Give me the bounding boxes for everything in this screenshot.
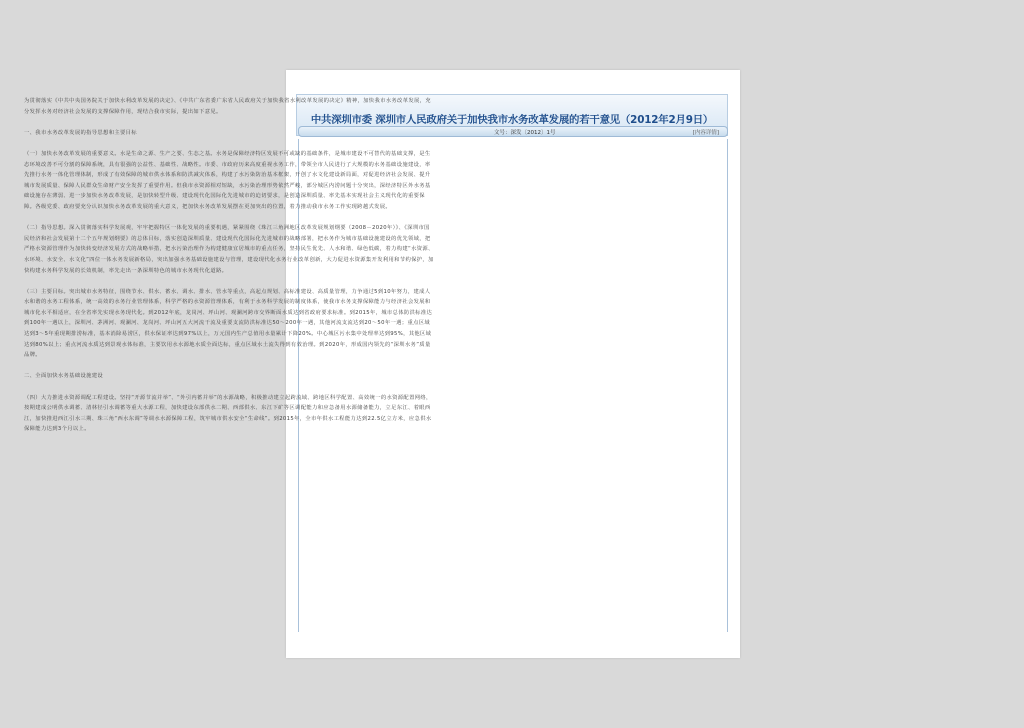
paragraph: （一）加快水务改革发展的重要意义。水是生命之源、生产之要、生态之基。水务是保障经济特区发展不可或缺的基础条件，是城市建设不可替代的基础支撑，是生态环境改善不可分割的保障系统，具有很强的公益性、基础性、战略性。市委、市政府历来高度重视水务工作，带领全市人民进行了大规模的水务基础设施建设，率先推行水务一体化管理体制，形成了有效保障的城市供水体系和防洪减灾体系，构建了水污染防治基本框架，开创了水文化建设新局面，对促进经济社会发展、提升城市发展质量、保障人民群众生命财产安全发挥了重要作用。但我市水资源相对短缺，水污染治理形势依然严峻，部分城区内涝问题十分突出，深经济特区外水务基础设施存在薄弱、进一步加快水务改革发展，是加快转型升级、建设现代化国际化先进城市的迫切要求，是创造深圳质量、率先基本实现社会主义现代化的重要保障。各级党委、政府要充分认识加快水务改革发展的重大意义，把加快水务改革发展摆在更加突出的位置，着力推动我市水务工作实现跨越式发展。 [24,150,431,210]
paragraph: （四）大力推进水资源调配工程建设。坚持“开源节流并举”、“外引内蓄并举”的水源战略，积极推动建立起跨流域、跨地区科学配置、高效统一的水资源配置网络，按期建成公明供水调蓄、清林径引水调蓄等重大水源工程，加快建设东部供水二期、西部供水、东江下矿等区调配能力和应急备用水源储备能力，立足东江、着眼西江，加快推进西江引水三期、珠三角“西水东调”等调水水源保障工程，筑牢城市供水安全“生命线”。到2015年，全市年供水工程能力达到22.5亿立方米，应急供水保障能力达到3个月以上。 [24,394,432,433]
paragraph: （二）指导思想。深入贯彻落实科学发展观，牢牢把握特区一体化发展的重要机遇，紧紧围绕《珠江三角洲地区改革发展规划纲要（2008－2020年）》、《深圳市国民经济和社会发展第十二个五年规划纲要》的总体目标，落实创造深圳质量、建设现代化国际化先进城市的战略部署，把水务作为城市基础设施建设的优先领域，把严格水资源管理作为加快转变经济发展方式的战略举措，把水污染治理作为构建健康宜居城市的重点任务，坚持民生优先、人水和谐、绿色低碳，着力构建“水资源、水环境、水安全、水文化”四位一体水务发展新格局，突出加强水务基础设施建设与管理，建设现代化水务行业改革创新，大力促进水资源集开发利用和节约保护，加快构建水务科学发展的长效机制，率先走出一条深圳特色的城市水务现代化道路。 [24,225,434,274]
document-number: 文号：深发〔2012〕1号 [494,130,556,136]
document-title: 中共深圳市委 深圳市人民政府关于加快我市水务改革发展的若干意见（2012年2月9日） [310,114,714,126]
category-link[interactable]: [内容详情] [692,130,719,136]
document-body [24,96,434,446]
paragraph-intro: 为贯彻落实《中共中央国务院关于加快水利改革发展的决定》、《中共广东省委广东省人民政府关于加快我省水利改革发展的决定》精神，加快我市水务改革发展，充分发挥水务对经济社会发展的支撑保障作用，现结合我市实际，提出如下意见。 [24,98,431,115]
section-heading: 二、全面加快水务基础设施建设 [24,373,104,380]
section-heading: 一、我市水务改革发展的指导思想和主要目标 [24,129,137,136]
paragraph: （三）主要目标。突出城市水务特征，围绕节水、供水、蓄水、调水、排水、管水等重点，高起点规划、高标准建设、高质量管理，力争通过5到10年努力，建成人水和谐的水务工程体系，统一高效的水务行业管理体系，科学严格的水资源管理体系，有利于水务科学发展的制度体系，使我市水务支撑保障能力与经济社会发展和城市化水平相适应，在全省率先实现水务现代化。到2012年底，龙岗河、坪山河、观澜河跨市交界断面水质达到省政府要求标准。到2015年，城市总体防洪标准达到100年一遇以上，深圳河、茅洲河、观澜河、龙岗河、坪山河五大河流干流及重要支流防洪标准达50～200年一遇，其他河流支流达到20～50年一遇；重点区域达到3～5年重现期排涝标准，基本消除易涝区，供水保证率达到97%以上，万元国内生产总值用水量累计下降20%。中心城区污水集中处理率达到95%，其他区域达到80%以上；重点河流水质达到景观水体标准，主要饮用水水源地水质全面达标，重点区域水土流失得到有效治理。到2020年，形成国内领先的“深圳水务”质量品牌。 [24,288,433,359]
